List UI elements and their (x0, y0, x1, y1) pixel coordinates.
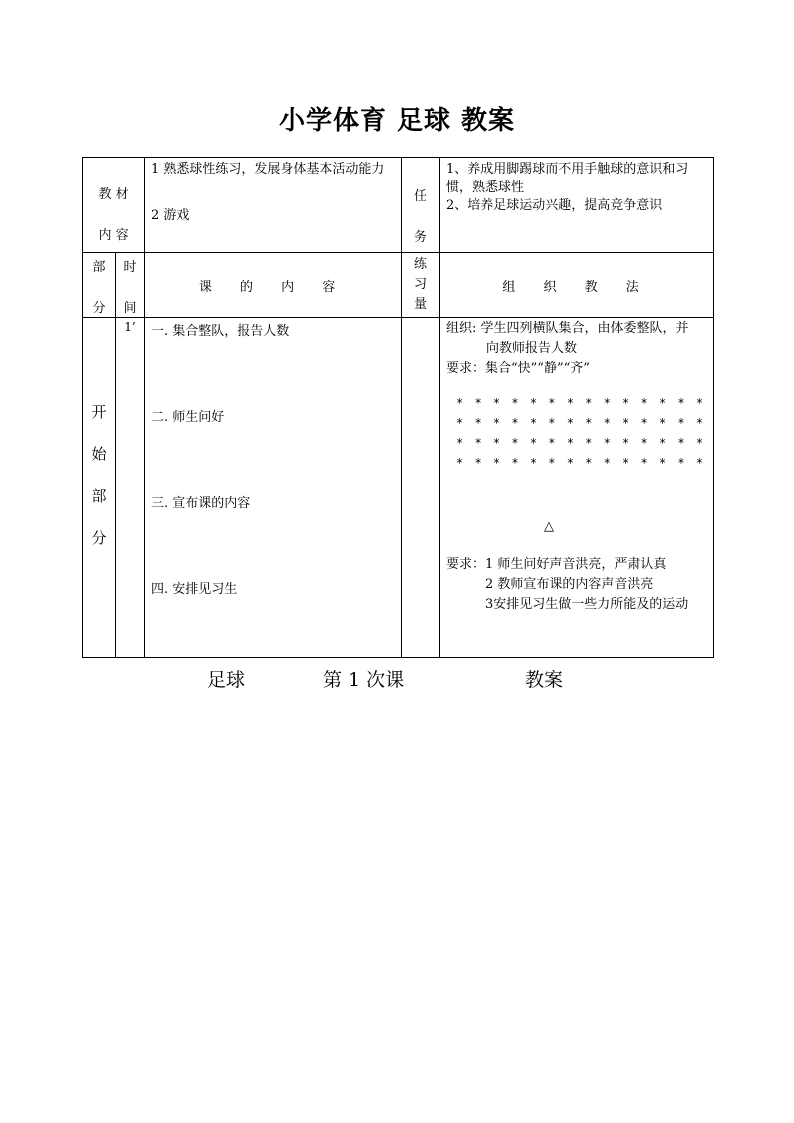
lesson-plan-table (82, 157, 714, 658)
header-content: 课 的 内 容 (198, 279, 348, 295)
step-3: 三. 宣布课的内容 (151, 496, 251, 511)
requirement-2-list (485, 555, 688, 615)
header-part-b: 分 (92, 301, 106, 316)
material-item-1: 1 熟悉球性练习，发展身体基本活动能力 (151, 162, 385, 177)
star-row-4: * * * * * * * * * * * * * * (456, 456, 706, 470)
header-method: 组 织 教 法 (502, 279, 651, 295)
star-row-3: * * * * * * * * * * * * * * (456, 436, 706, 450)
task-item-1: 1、养成用脚踢球而不用手触球的意识和习惯，熟悉球性 (446, 162, 689, 195)
opening-part-char-3: 部 (91, 487, 107, 505)
org-line-1: 组织: 学生四列横队集合，由体委整队，并 (446, 321, 689, 336)
material-content-cell (145, 158, 402, 253)
page-title: 小学体育 足球 教案 (278, 106, 516, 136)
opening-practice-cell (402, 318, 440, 658)
header-row (83, 253, 714, 318)
opening-part-char-1: 开 (91, 403, 107, 421)
org-line-2: 向教师报告人数 (486, 341, 578, 356)
requirement-2 (446, 555, 707, 615)
opening-part-char-2: 始 (91, 445, 107, 463)
requirement-2-item-1: 1 师生问好声音洪亮，严肃认真 (485, 557, 667, 572)
header-practice-a: 练 (414, 257, 428, 272)
material-label-cell (83, 158, 145, 253)
task-label-cell (402, 158, 440, 253)
task-item-2: 2、培养足球运动兴趣，提高竞争意识 (446, 198, 663, 213)
opening-content-cell (145, 318, 402, 658)
requirement-2-item-2: 2 教师宣布课的内容声音洪亮 (485, 577, 654, 592)
teacher-mark: △ (544, 519, 555, 534)
header-practice-c: 量 (414, 297, 428, 312)
header-content-cell (145, 253, 402, 318)
requirement-2-label: 要求： (446, 557, 486, 572)
task-content-cell (440, 158, 714, 253)
header-method-cell (440, 253, 714, 318)
step-1: 一. 集合整队，报告人数 (151, 324, 290, 339)
star-row-2: * * * * * * * * * * * * * * (456, 416, 706, 430)
footer-lesson: 第 1 次课 (323, 669, 405, 691)
opening-time-cell (116, 318, 145, 658)
requirement-2-item-3: 3安排见习生做一些力所能及的运动 (485, 597, 689, 612)
header-practice-cell (402, 253, 440, 318)
opening-section-row (83, 318, 714, 658)
header-practice-b: 习 (414, 277, 428, 292)
task-label-b: 务 (414, 230, 428, 245)
header-time-b: 间 (123, 301, 137, 316)
formation-diagram (446, 393, 707, 473)
material-label-a: 教 材 (98, 187, 129, 202)
step-4: 四. 安排见习生 (151, 582, 238, 597)
header-part-cell (83, 253, 116, 318)
requirement-1: 要求：集合“快”“静”“齐” (446, 361, 590, 376)
header-time-cell (116, 253, 145, 318)
material-label-b: 内 容 (98, 228, 129, 243)
step-2: 二. 师生问好 (151, 410, 225, 425)
opening-part-cell (83, 318, 116, 658)
header-part-a: 部 (92, 260, 106, 275)
star-row-1: * * * * * * * * * * * * * * (456, 396, 706, 410)
material-item-2: 2 游戏 (151, 208, 190, 223)
opening-part-char-4: 分 (91, 529, 107, 547)
opening-method-cell (440, 318, 714, 658)
footer-type: 教案 (525, 669, 564, 691)
header-time-a: 时 (123, 260, 137, 275)
material-row (83, 158, 714, 253)
opening-time-value: 1’ (124, 320, 136, 334)
task-label-a: 任 (414, 189, 428, 204)
footer-subject: 足球 (207, 669, 246, 691)
